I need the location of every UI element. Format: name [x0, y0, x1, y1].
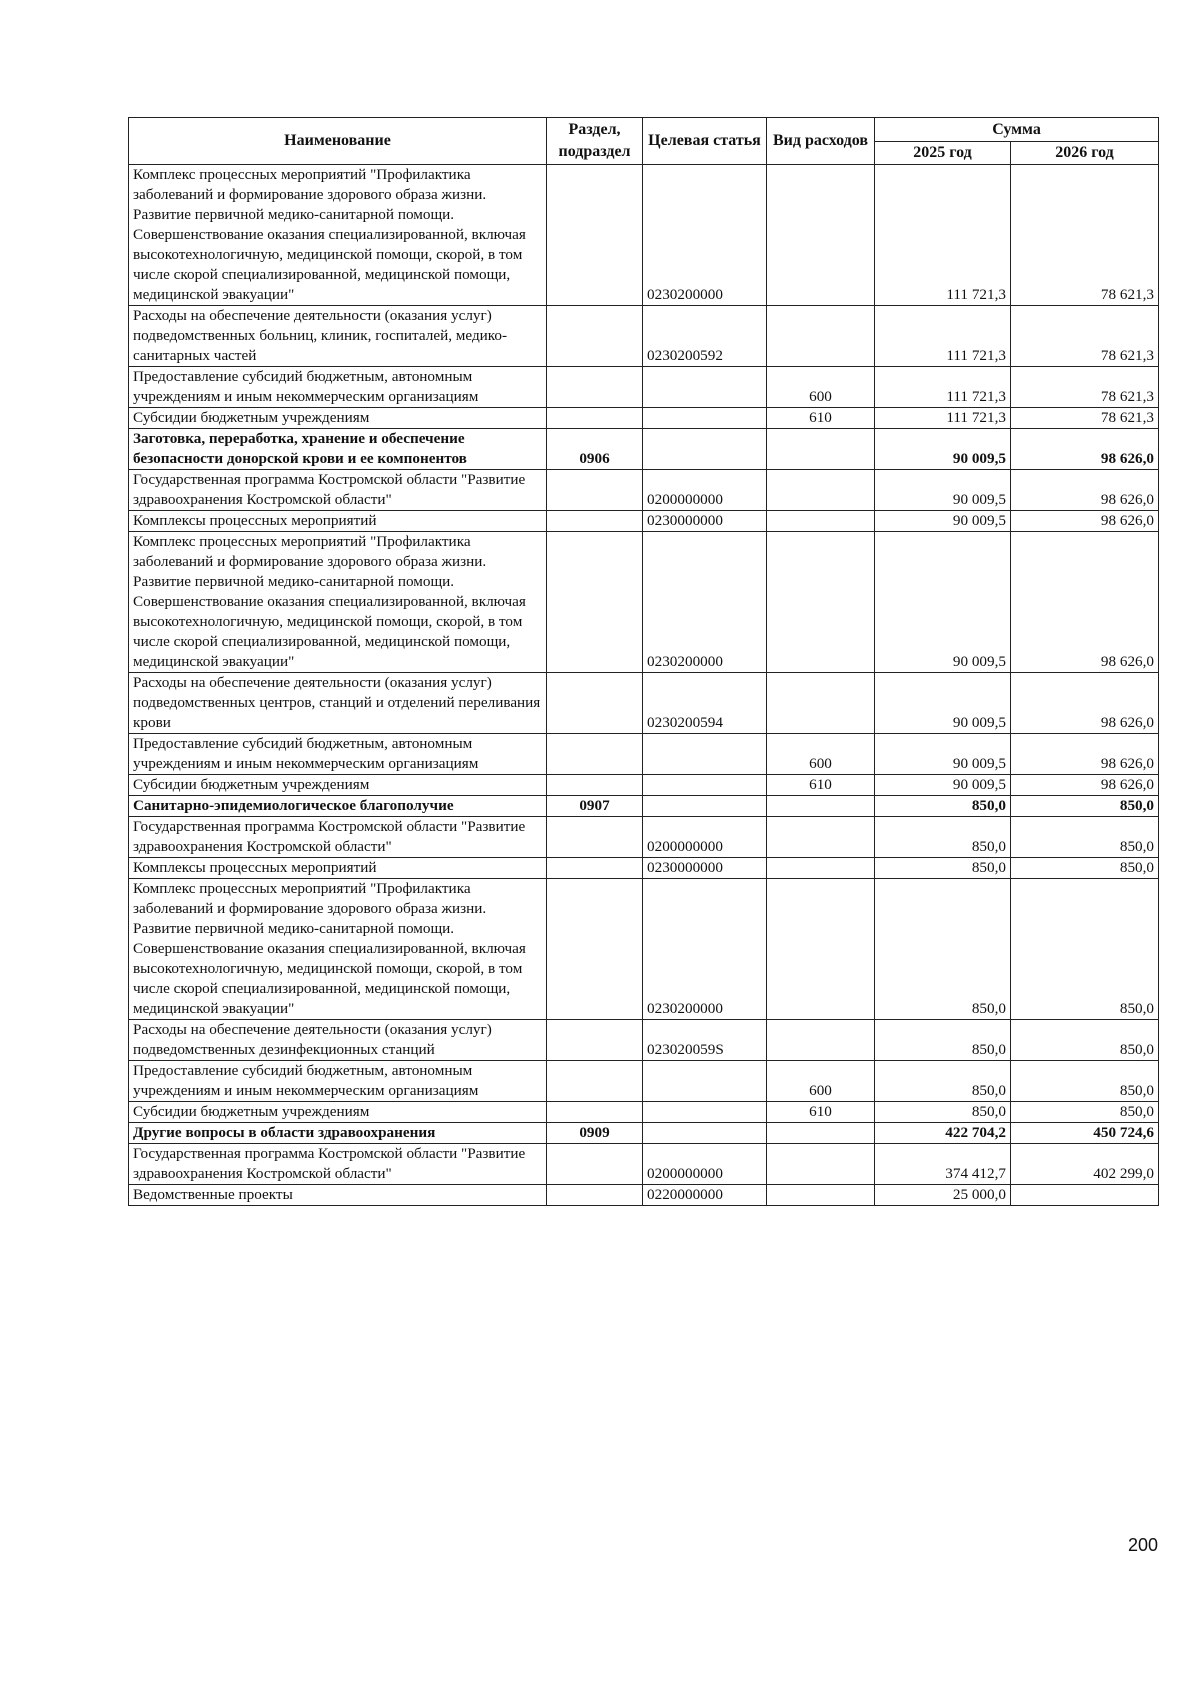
table-row [129, 673, 1159, 734]
row-name: Государственная программа Костромской области "Развитие здравоохранения Костромской области" [129, 1144, 547, 1185]
table-row [129, 1185, 1159, 1206]
header-2025: 2025 год [875, 142, 1011, 165]
row-target-code [643, 1123, 767, 1144]
row-amount-2025: 850,0 [875, 858, 1011, 879]
row-expense-kind [767, 1144, 875, 1185]
table-row [129, 775, 1159, 796]
table-row [129, 1061, 1159, 1102]
row-amount-2025: 850,0 [875, 1102, 1011, 1123]
row-name: Предоставление субсидий бюджетным, автономным учреждениям и иным некоммерческим организациям [129, 367, 547, 408]
row-amount-2025: 422 704,2 [875, 1123, 1011, 1144]
row-target-code: 0200000000 [643, 817, 767, 858]
row-amount-2025: 90 009,5 [875, 511, 1011, 532]
row-expense-kind [767, 796, 875, 817]
row-name: Другие вопросы в области здравоохранения [129, 1123, 547, 1144]
row-target-code: 0230200000 [643, 879, 767, 1020]
row-amount-2026: 78 621,3 [1011, 165, 1159, 306]
row-section [547, 734, 643, 775]
header-sum: Сумма [875, 118, 1159, 142]
table-row [129, 408, 1159, 429]
header-section: Раздел, подраздел [547, 118, 643, 165]
row-amount-2026: 78 621,3 [1011, 306, 1159, 367]
row-expense-kind: 600 [767, 734, 875, 775]
row-target-code [643, 408, 767, 429]
row-amount-2026: 850,0 [1011, 1020, 1159, 1061]
row-section [547, 1185, 643, 1206]
row-amount-2025: 25 000,0 [875, 1185, 1011, 1206]
row-amount-2026: 98 626,0 [1011, 429, 1159, 470]
row-target-code [643, 796, 767, 817]
row-name: Комплекс процессных мероприятий "Профилактика заболеваний и формирование здорового образа жизни. Развитие первичной медико-санитарной помощи. Совершенствование оказания специализированной, включая высокотехнологичную, медицинской помощи, скорой, в том числе скорой специализированной, медицинской помощи, медицинской эвакуации" [129, 532, 547, 673]
row-name: Расходы на обеспечение деятельности (оказания услуг) подведомственных центров, станций и отделений переливания крови [129, 673, 547, 734]
row-target-code: 0230200000 [643, 165, 767, 306]
row-target-code [643, 1102, 767, 1123]
row-amount-2026: 850,0 [1011, 1061, 1159, 1102]
row-section [547, 470, 643, 511]
row-expense-kind [767, 306, 875, 367]
row-expense-kind: 610 [767, 775, 875, 796]
row-expense-kind [767, 532, 875, 673]
row-target-code: 0200000000 [643, 1144, 767, 1185]
row-section [547, 367, 643, 408]
header-2026: 2026 год [1011, 142, 1159, 165]
row-amount-2025: 90 009,5 [875, 734, 1011, 775]
row-section [547, 879, 643, 1020]
row-name: Государственная программа Костромской области "Развитие здравоохранения Костромской области" [129, 817, 547, 858]
row-section [547, 858, 643, 879]
row-expense-kind [767, 858, 875, 879]
row-expense-kind: 610 [767, 1102, 875, 1123]
row-section: 0907 [547, 796, 643, 817]
row-amount-2025: 90 009,5 [875, 673, 1011, 734]
table-row [129, 367, 1159, 408]
row-section [547, 673, 643, 734]
row-expense-kind: 600 [767, 1061, 875, 1102]
row-section [547, 165, 643, 306]
row-target-code: 023020059S [643, 1020, 767, 1061]
row-name: Заготовка, переработка, хранение и обеспечение безопасности донорской крови и ее компонентов [129, 429, 547, 470]
row-expense-kind [767, 817, 875, 858]
row-target-code: 0200000000 [643, 470, 767, 511]
row-name: Санитарно-эпидемиологическое благополучие [129, 796, 547, 817]
table-row [129, 470, 1159, 511]
row-amount-2025: 850,0 [875, 796, 1011, 817]
row-name: Комплексы процессных мероприятий [129, 858, 547, 879]
row-target-code [643, 734, 767, 775]
table-body [129, 165, 1159, 1206]
header-target: Целевая статья [643, 118, 767, 165]
table-row [129, 1123, 1159, 1144]
row-amount-2025: 111 721,3 [875, 367, 1011, 408]
table-row [129, 858, 1159, 879]
row-expense-kind: 600 [767, 367, 875, 408]
row-target-code [643, 429, 767, 470]
row-amount-2026: 850,0 [1011, 1102, 1159, 1123]
row-expense-kind [767, 470, 875, 511]
row-amount-2025: 111 721,3 [875, 165, 1011, 306]
row-amount-2026: 98 626,0 [1011, 734, 1159, 775]
row-expense-kind [767, 673, 875, 734]
row-amount-2025: 90 009,5 [875, 470, 1011, 511]
row-target-code [643, 1061, 767, 1102]
budget-table [128, 117, 1159, 1206]
row-expense-kind [767, 165, 875, 306]
row-amount-2026: 98 626,0 [1011, 775, 1159, 796]
table-row [129, 879, 1159, 1020]
row-section [547, 817, 643, 858]
row-section [547, 775, 643, 796]
row-name: Субсидии бюджетным учреждениям [129, 775, 547, 796]
row-amount-2025: 850,0 [875, 817, 1011, 858]
row-expense-kind [767, 1020, 875, 1061]
row-name: Государственная программа Костромской области "Развитие здравоохранения Костромской области" [129, 470, 547, 511]
row-amount-2025: 111 721,3 [875, 408, 1011, 429]
row-section [547, 306, 643, 367]
row-expense-kind [767, 1123, 875, 1144]
row-target-code: 0230200592 [643, 306, 767, 367]
row-amount-2026: 402 299,0 [1011, 1144, 1159, 1185]
table-row [129, 796, 1159, 817]
row-amount-2026: 98 626,0 [1011, 511, 1159, 532]
row-section [547, 1020, 643, 1061]
row-name: Комплекс процессных мероприятий "Профилактика заболеваний и формирование здорового образа жизни. Развитие первичной медико-санитарной помощи. Совершенствование оказания специализированной, включая высокотехнологичную, медицинской помощи, скорой, в том числе скорой специализированной, медицинской помощи, медицинской эвакуации" [129, 165, 547, 306]
row-name: Субсидии бюджетным учреждениям [129, 1102, 547, 1123]
row-section [547, 408, 643, 429]
row-section: 0909 [547, 1123, 643, 1144]
row-target-code [643, 367, 767, 408]
row-target-code: 0220000000 [643, 1185, 767, 1206]
row-amount-2026: 850,0 [1011, 796, 1159, 817]
row-amount-2026: 850,0 [1011, 817, 1159, 858]
table-row [129, 306, 1159, 367]
table-row [129, 429, 1159, 470]
row-name: Ведомственные проекты [129, 1185, 547, 1206]
header-name: Наименование [129, 118, 547, 165]
table-row [129, 165, 1159, 306]
row-amount-2025: 90 009,5 [875, 429, 1011, 470]
row-expense-kind [767, 429, 875, 470]
row-target-code: 0230000000 [643, 858, 767, 879]
row-amount-2026: 850,0 [1011, 879, 1159, 1020]
table-row [129, 734, 1159, 775]
row-name: Предоставление субсидий бюджетным, автономным учреждениям и иным некоммерческим организациям [129, 1061, 547, 1102]
row-target-code: 0230200000 [643, 532, 767, 673]
row-name: Расходы на обеспечение деятельности (оказания услуг) подведомственных дезинфекционных станций [129, 1020, 547, 1061]
row-name: Комплекс процессных мероприятий "Профилактика заболеваний и формирование здорового образа жизни. Развитие первичной медико-санитарной помощи. Совершенствование оказания специализированной, включая высокотехнологичную, медицинской помощи, скорой, в том числе скорой специализированной, медицинской помощи, медицинской эвакуации" [129, 879, 547, 1020]
row-name: Расходы на обеспечение деятельности (оказания услуг) подведомственных больниц, клиник, госпиталей, медико-санитарных частей [129, 306, 547, 367]
row-section: 0906 [547, 429, 643, 470]
row-section [547, 532, 643, 673]
row-target-code: 0230000000 [643, 511, 767, 532]
row-amount-2026: 450 724,6 [1011, 1123, 1159, 1144]
table-row [129, 817, 1159, 858]
table-row [129, 511, 1159, 532]
row-amount-2026: 98 626,0 [1011, 532, 1159, 673]
table-row [129, 532, 1159, 673]
row-target-code: 0230200594 [643, 673, 767, 734]
row-name: Предоставление субсидий бюджетным, автономным учреждениям и иным некоммерческим организациям [129, 734, 547, 775]
row-amount-2026: 78 621,3 [1011, 408, 1159, 429]
table-row [129, 1020, 1159, 1061]
row-expense-kind [767, 879, 875, 1020]
table-row [129, 1144, 1159, 1185]
row-section [547, 1061, 643, 1102]
row-section [547, 511, 643, 532]
row-amount-2026: 78 621,3 [1011, 367, 1159, 408]
row-amount-2025: 374 412,7 [875, 1144, 1011, 1185]
row-amount-2025: 850,0 [875, 879, 1011, 1020]
row-name: Субсидии бюджетным учреждениям [129, 408, 547, 429]
row-amount-2026: 850,0 [1011, 858, 1159, 879]
table-header [129, 118, 1159, 165]
row-expense-kind [767, 1185, 875, 1206]
row-section [547, 1102, 643, 1123]
row-name: Комплексы процессных мероприятий [129, 511, 547, 532]
row-target-code [643, 775, 767, 796]
row-amount-2025: 90 009,5 [875, 775, 1011, 796]
row-amount-2025: 850,0 [875, 1061, 1011, 1102]
table-row [129, 1102, 1159, 1123]
page-number: 200 [1128, 1535, 1159, 1555]
row-section [547, 1144, 643, 1185]
row-amount-2025: 90 009,5 [875, 532, 1011, 673]
row-amount-2026: 98 626,0 [1011, 470, 1159, 511]
row-expense-kind [767, 511, 875, 532]
row-amount-2025: 111 721,3 [875, 306, 1011, 367]
row-amount-2026 [1011, 1185, 1159, 1206]
header-kind: Вид расходов [767, 118, 875, 165]
row-amount-2025: 850,0 [875, 1020, 1011, 1061]
row-expense-kind: 610 [767, 408, 875, 429]
row-amount-2026: 98 626,0 [1011, 673, 1159, 734]
